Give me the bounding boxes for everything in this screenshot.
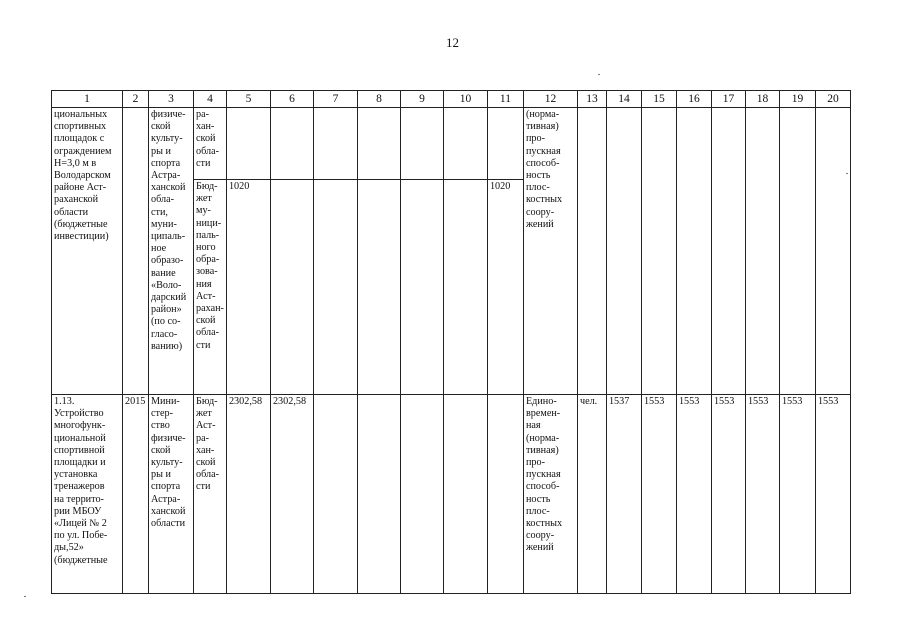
cell-executor: физиче- ской культу- ры и спорта Астра- ханской обла- сти, муни- ципаль- ное образо- вание «Воло- дарский район» (по со- гласо- ванию) (149, 108, 194, 395)
budget-table (51, 90, 851, 594)
cell-year (123, 108, 149, 395)
cell-indicator: Едино- времен- ная (норма- тивная) про- пускная способ- ность плос- костных соору- жений (523, 395, 577, 594)
column-header: 1 (52, 91, 123, 108)
cell-value (606, 108, 641, 395)
cell-value: 1553 (745, 395, 779, 594)
column-header: 20 (815, 91, 850, 108)
cell-funding-source: Бюд- жет му- ници- паль- ного обра- зова- ния Аст- рахан- ской обла- сти (194, 180, 227, 395)
column-header: 10 (443, 91, 487, 108)
cell-value (443, 108, 487, 180)
cell-value (711, 108, 745, 395)
cell-value (745, 108, 779, 395)
cell-value (357, 180, 400, 395)
cell-value (226, 108, 270, 180)
cell-event-name: циональных спортивных площадок с ограждением Н=3,0 м в Володарском районе Аст- раханской области (бюджетные инвестиции) (52, 108, 123, 395)
cell-value (487, 395, 523, 594)
cell-value: 1553 (676, 395, 711, 594)
cell-funding-source: Бюд- жет Аст- ра- хан- ской обла- сти (194, 395, 227, 594)
cell-value: 1020 (487, 180, 523, 395)
cell-value (313, 395, 357, 594)
table-row (52, 395, 851, 594)
scan-speck (846, 173, 848, 174)
table-row (52, 108, 851, 180)
column-header: 8 (357, 91, 400, 108)
cell-value: 1553 (815, 395, 850, 594)
cell-event-name: 1.13. Устройство многофунк- циональной спортивной площадки и установка тренажеров на террито- рии МБОУ «Лицей № 2 по ул. Побе- ды,52» (бюджетные (52, 395, 123, 594)
column-header: 5 (226, 91, 270, 108)
cell-value: 2302,58 (226, 395, 270, 594)
column-header: 18 (745, 91, 779, 108)
cell-value (357, 395, 400, 594)
cell-value: 1553 (711, 395, 745, 594)
column-header: 13 (577, 91, 606, 108)
column-header: 9 (400, 91, 443, 108)
cell-value (400, 108, 443, 180)
scan-speck (598, 74, 600, 75)
column-header: 14 (606, 91, 641, 108)
column-header: 19 (779, 91, 815, 108)
cell-value (641, 108, 676, 395)
cell-value (400, 395, 443, 594)
column-header: 4 (194, 91, 227, 108)
column-header: 6 (270, 91, 313, 108)
column-header: 7 (313, 91, 357, 108)
column-number-row (52, 91, 851, 108)
cell-value (270, 180, 313, 395)
cell-value (676, 108, 711, 395)
cell-unit: чел. (577, 395, 606, 594)
page-number: 12 (446, 35, 459, 50)
cell-value: 1553 (779, 395, 815, 594)
column-header: 12 (523, 91, 577, 108)
cell-value (779, 108, 815, 395)
column-header: 2 (123, 91, 149, 108)
cell-value (487, 108, 523, 180)
cell-value: 1553 (641, 395, 676, 594)
cell-value: 1020 (226, 180, 270, 395)
cell-value (400, 180, 443, 395)
cell-unit (577, 108, 606, 395)
cell-value (443, 180, 487, 395)
column-header: 16 (676, 91, 711, 108)
cell-value (815, 108, 850, 395)
cell-value: 2302,58 (270, 395, 313, 594)
scan-speck (24, 596, 26, 597)
cell-executor: Мини- стер- ство физиче- ской культу- ры и спорта Астра- ханской области (149, 395, 194, 594)
column-header: 3 (149, 91, 194, 108)
cell-value (313, 180, 357, 395)
column-header: 11 (487, 91, 523, 108)
cell-indicator: (норма- тивная) про- пускная способ- ность плос- костных соору- жений (523, 108, 577, 395)
cell-value: 1537 (606, 395, 641, 594)
cell-value (270, 108, 313, 180)
column-header: 15 (641, 91, 676, 108)
cell-value (313, 108, 357, 180)
cell-value (357, 108, 400, 180)
column-header: 17 (711, 91, 745, 108)
cell-funding-source: ра- хан- ской обла- сти (194, 108, 227, 180)
cell-year: 2015 (123, 395, 149, 594)
cell-value (443, 395, 487, 594)
